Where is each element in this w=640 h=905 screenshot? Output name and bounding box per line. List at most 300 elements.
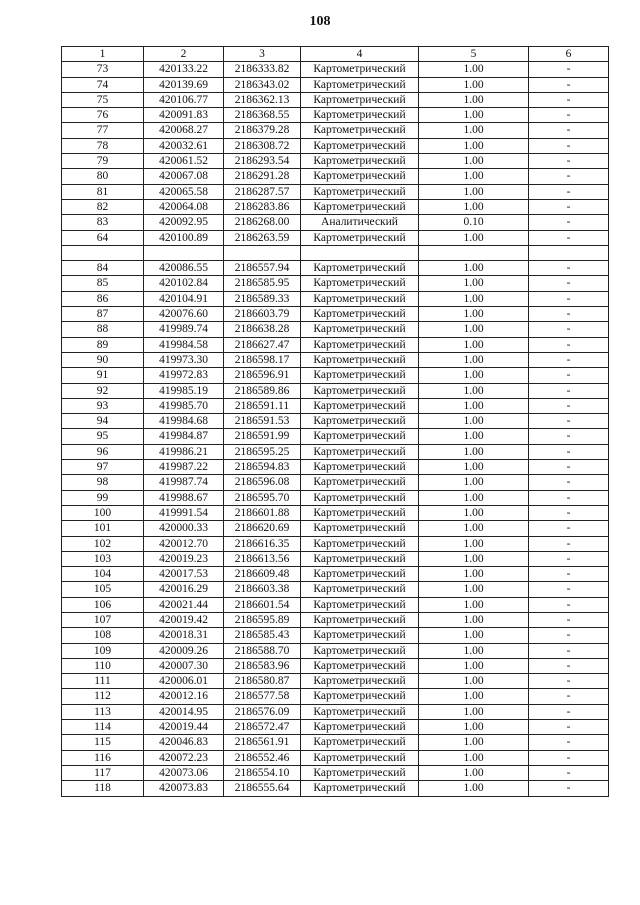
- note-cell: -: [529, 582, 609, 597]
- method-cell: Картометрический: [301, 597, 419, 612]
- method-cell: Картометрический: [301, 199, 419, 214]
- method-cell: Картометрический: [301, 230, 419, 245]
- table-row: [62, 781, 609, 796]
- note-cell: -: [529, 735, 609, 750]
- method-cell: Картометрический: [301, 92, 419, 107]
- note-cell: -: [529, 337, 609, 352]
- y-coordinate-cell: 2186595.70: [224, 490, 301, 505]
- x-coordinate-cell: 419972.83: [144, 368, 224, 383]
- y-coordinate-cell: 2186343.02: [224, 77, 301, 92]
- method-cell: Картометрический: [301, 276, 419, 291]
- note-cell: -: [529, 307, 609, 322]
- y-coordinate-cell: 2186596.91: [224, 368, 301, 383]
- point-number-cell: 97: [62, 460, 144, 475]
- accuracy-cell: 1.00: [419, 291, 529, 306]
- method-cell: Картометрический: [301, 612, 419, 627]
- y-coordinate-cell: 2186585.43: [224, 628, 301, 643]
- y-coordinate-cell: 2186603.79: [224, 307, 301, 322]
- accuracy-cell: 1.00: [419, 138, 529, 153]
- x-coordinate-cell: 419986.21: [144, 444, 224, 459]
- y-coordinate-cell: 2186598.17: [224, 352, 301, 367]
- accuracy-cell: 1.00: [419, 674, 529, 689]
- table-row: [62, 597, 609, 612]
- x-coordinate-cell: 420012.16: [144, 689, 224, 704]
- empty-cell: [144, 245, 224, 260]
- note-cell: -: [529, 674, 609, 689]
- y-coordinate-cell: 2186333.82: [224, 62, 301, 77]
- note-cell: -: [529, 322, 609, 337]
- note-cell: -: [529, 368, 609, 383]
- accuracy-cell: 1.00: [419, 735, 529, 750]
- coordinates-table: [61, 46, 609, 797]
- table-row: [62, 643, 609, 658]
- accuracy-cell: 1.00: [419, 643, 529, 658]
- y-coordinate-cell: 2186362.13: [224, 92, 301, 107]
- y-coordinate-cell: 2186609.48: [224, 567, 301, 582]
- table-row: [62, 184, 609, 199]
- accuracy-cell: 1.00: [419, 77, 529, 92]
- point-number-cell: 102: [62, 536, 144, 551]
- table-row: [62, 398, 609, 413]
- accuracy-cell: 1.00: [419, 597, 529, 612]
- x-coordinate-cell: 420012.70: [144, 536, 224, 551]
- y-coordinate-cell: 2186627.47: [224, 337, 301, 352]
- method-cell: Картометрический: [301, 62, 419, 77]
- point-number-cell: 82: [62, 199, 144, 214]
- note-cell: -: [529, 704, 609, 719]
- table-row: [62, 521, 609, 536]
- table-row: [62, 475, 609, 490]
- method-cell: Картометрический: [301, 536, 419, 551]
- accuracy-cell: 1.00: [419, 108, 529, 123]
- table-row: [62, 383, 609, 398]
- accuracy-cell: 1.00: [419, 551, 529, 566]
- point-number-cell: 90: [62, 352, 144, 367]
- point-number-cell: 99: [62, 490, 144, 505]
- x-coordinate-cell: 420007.30: [144, 658, 224, 673]
- x-coordinate-cell: 419989.74: [144, 322, 224, 337]
- accuracy-cell: 1.00: [419, 765, 529, 780]
- contour-separator-row: [62, 245, 609, 260]
- y-coordinate-cell: 2186561.91: [224, 735, 301, 750]
- table-row: [62, 154, 609, 169]
- y-coordinate-cell: 2186293.54: [224, 154, 301, 169]
- accuracy-cell: 1.00: [419, 230, 529, 245]
- point-number-cell: 74: [62, 77, 144, 92]
- y-coordinate-cell: 2186616.35: [224, 536, 301, 551]
- accuracy-cell: 1.00: [419, 490, 529, 505]
- point-number-cell: 108: [62, 628, 144, 643]
- note-cell: -: [529, 628, 609, 643]
- x-coordinate-cell: 419987.22: [144, 460, 224, 475]
- point-number-cell: 95: [62, 429, 144, 444]
- y-coordinate-cell: 2186601.54: [224, 597, 301, 612]
- point-number-cell: 93: [62, 398, 144, 413]
- method-cell: Картометрический: [301, 138, 419, 153]
- method-cell: Картометрический: [301, 368, 419, 383]
- x-coordinate-cell: 420006.01: [144, 674, 224, 689]
- note-cell: -: [529, 276, 609, 291]
- y-coordinate-cell: 2186591.11: [224, 398, 301, 413]
- x-coordinate-cell: 420019.42: [144, 612, 224, 627]
- x-coordinate-cell: 420064.08: [144, 199, 224, 214]
- point-number-cell: 114: [62, 720, 144, 735]
- method-cell: Картометрический: [301, 444, 419, 459]
- y-coordinate-cell: 2186308.72: [224, 138, 301, 153]
- y-coordinate-cell: 2186601.88: [224, 505, 301, 520]
- accuracy-cell: 1.00: [419, 307, 529, 322]
- y-coordinate-cell: 2186552.46: [224, 750, 301, 765]
- accuracy-cell: 1.00: [419, 536, 529, 551]
- note-cell: -: [529, 199, 609, 214]
- y-coordinate-cell: 2186595.25: [224, 444, 301, 459]
- accuracy-cell: 1.00: [419, 92, 529, 107]
- accuracy-cell: 0.10: [419, 215, 529, 230]
- point-number-cell: 115: [62, 735, 144, 750]
- note-cell: -: [529, 658, 609, 673]
- accuracy-cell: 1.00: [419, 750, 529, 765]
- point-number-cell: 94: [62, 414, 144, 429]
- method-cell: Картометрический: [301, 720, 419, 735]
- x-coordinate-cell: 420065.58: [144, 184, 224, 199]
- table-header-row: [62, 47, 609, 62]
- point-number-cell: 86: [62, 291, 144, 306]
- point-number-cell: 116: [62, 750, 144, 765]
- accuracy-cell: 1.00: [419, 276, 529, 291]
- accuracy-cell: 1.00: [419, 460, 529, 475]
- y-coordinate-cell: 2186287.57: [224, 184, 301, 199]
- point-number-cell: 101: [62, 521, 144, 536]
- note-cell: -: [529, 62, 609, 77]
- y-coordinate-cell: 2186594.83: [224, 460, 301, 475]
- accuracy-cell: 1.00: [419, 322, 529, 337]
- x-coordinate-cell: 419984.87: [144, 429, 224, 444]
- point-number-cell: 77: [62, 123, 144, 138]
- accuracy-cell: 1.00: [419, 352, 529, 367]
- x-coordinate-cell: 420018.31: [144, 628, 224, 643]
- note-cell: -: [529, 108, 609, 123]
- point-number-cell: 92: [62, 383, 144, 398]
- y-coordinate-cell: 2186557.94: [224, 261, 301, 276]
- method-cell: Картометрический: [301, 77, 419, 92]
- note-cell: -: [529, 460, 609, 475]
- table-row: [62, 92, 609, 107]
- y-coordinate-cell: 2186263.59: [224, 230, 301, 245]
- note-cell: -: [529, 230, 609, 245]
- table-row: [62, 720, 609, 735]
- method-cell: Картометрический: [301, 414, 419, 429]
- accuracy-cell: 1.00: [419, 383, 529, 398]
- table-row: [62, 490, 609, 505]
- accuracy-cell: 1.00: [419, 429, 529, 444]
- y-coordinate-cell: 2186555.64: [224, 781, 301, 796]
- y-coordinate-cell: 2186379.28: [224, 123, 301, 138]
- column-header-5: 5: [419, 47, 529, 62]
- x-coordinate-cell: 420032.61: [144, 138, 224, 153]
- page-number: 108: [309, 14, 331, 29]
- note-cell: -: [529, 184, 609, 199]
- table-row: [62, 735, 609, 750]
- y-coordinate-cell: 2186283.86: [224, 199, 301, 214]
- table-row: [62, 230, 609, 245]
- point-number-cell: 96: [62, 444, 144, 459]
- accuracy-cell: 1.00: [419, 567, 529, 582]
- x-coordinate-cell: 419984.68: [144, 414, 224, 429]
- accuracy-cell: 1.00: [419, 704, 529, 719]
- y-coordinate-cell: 2186585.95: [224, 276, 301, 291]
- accuracy-cell: 1.00: [419, 521, 529, 536]
- method-cell: Картометрический: [301, 658, 419, 673]
- y-coordinate-cell: 2186603.38: [224, 582, 301, 597]
- point-number-cell: 78: [62, 138, 144, 153]
- empty-cell: [529, 245, 609, 260]
- x-coordinate-cell: 420139.69: [144, 77, 224, 92]
- method-cell: Картометрический: [301, 291, 419, 306]
- method-cell: Картометрический: [301, 460, 419, 475]
- table-row: [62, 123, 609, 138]
- table-row: [62, 138, 609, 153]
- method-cell: Картометрический: [301, 475, 419, 490]
- accuracy-cell: 1.00: [419, 628, 529, 643]
- table-row: [62, 750, 609, 765]
- empty-cell: [62, 245, 144, 260]
- note-cell: -: [529, 750, 609, 765]
- x-coordinate-cell: 420016.29: [144, 582, 224, 597]
- note-cell: -: [529, 291, 609, 306]
- column-header-3: 3: [224, 47, 301, 62]
- point-number-cell: 105: [62, 582, 144, 597]
- method-cell: Картометрический: [301, 689, 419, 704]
- method-cell: Картометрический: [301, 505, 419, 520]
- method-cell: Аналитический: [301, 215, 419, 230]
- method-cell: Картометрический: [301, 704, 419, 719]
- method-cell: Картометрический: [301, 643, 419, 658]
- point-number-cell: 83: [62, 215, 144, 230]
- x-coordinate-cell: 420091.83: [144, 108, 224, 123]
- point-number-cell: 76: [62, 108, 144, 123]
- column-header-6: 6: [529, 47, 609, 62]
- method-cell: Картометрический: [301, 123, 419, 138]
- table-body: [62, 62, 609, 796]
- y-coordinate-cell: 2186613.56: [224, 551, 301, 566]
- method-cell: Картометрический: [301, 765, 419, 780]
- method-cell: Картометрический: [301, 261, 419, 276]
- table-row: [62, 765, 609, 780]
- x-coordinate-cell: 419985.70: [144, 398, 224, 413]
- x-coordinate-cell: 420061.52: [144, 154, 224, 169]
- table-row: [62, 505, 609, 520]
- point-number-cell: 109: [62, 643, 144, 658]
- point-number-cell: 64: [62, 230, 144, 245]
- accuracy-cell: 1.00: [419, 169, 529, 184]
- accuracy-cell: 1.00: [419, 612, 529, 627]
- accuracy-cell: 1.00: [419, 781, 529, 796]
- x-coordinate-cell: 420076.60: [144, 307, 224, 322]
- column-header-4: 4: [301, 47, 419, 62]
- y-coordinate-cell: 2186596.08: [224, 475, 301, 490]
- table-row: [62, 261, 609, 276]
- table-row: [62, 108, 609, 123]
- method-cell: Картометрический: [301, 322, 419, 337]
- method-cell: Картометрический: [301, 108, 419, 123]
- table-row: [62, 307, 609, 322]
- method-cell: Картометрический: [301, 383, 419, 398]
- point-number-cell: 84: [62, 261, 144, 276]
- x-coordinate-cell: 419985.19: [144, 383, 224, 398]
- x-coordinate-cell: 420072.23: [144, 750, 224, 765]
- y-coordinate-cell: 2186620.69: [224, 521, 301, 536]
- y-coordinate-cell: 2186268.00: [224, 215, 301, 230]
- x-coordinate-cell: 420100.89: [144, 230, 224, 245]
- method-cell: Картометрический: [301, 169, 419, 184]
- x-coordinate-cell: 419973.30: [144, 352, 224, 367]
- point-number-cell: 106: [62, 597, 144, 612]
- table-row: [62, 460, 609, 475]
- x-coordinate-cell: 420073.83: [144, 781, 224, 796]
- x-coordinate-cell: 420014.95: [144, 704, 224, 719]
- x-coordinate-cell: 420046.83: [144, 735, 224, 750]
- x-coordinate-cell: 420102.84: [144, 276, 224, 291]
- table-row: [62, 567, 609, 582]
- note-cell: -: [529, 261, 609, 276]
- table-row: [62, 322, 609, 337]
- note-cell: -: [529, 429, 609, 444]
- point-number-cell: 110: [62, 658, 144, 673]
- point-number-cell: 113: [62, 704, 144, 719]
- method-cell: Картометрический: [301, 521, 419, 536]
- table-row: [62, 337, 609, 352]
- x-coordinate-cell: 420021.44: [144, 597, 224, 612]
- x-coordinate-cell: 420133.22: [144, 62, 224, 77]
- x-coordinate-cell: 420068.27: [144, 123, 224, 138]
- note-cell: -: [529, 720, 609, 735]
- x-coordinate-cell: 420106.77: [144, 92, 224, 107]
- point-number-cell: 117: [62, 765, 144, 780]
- note-cell: -: [529, 475, 609, 490]
- method-cell: Картометрический: [301, 352, 419, 367]
- method-cell: Картометрический: [301, 781, 419, 796]
- column-header-1: 1: [62, 47, 144, 62]
- table-row: [62, 276, 609, 291]
- point-number-cell: 81: [62, 184, 144, 199]
- point-number-cell: 104: [62, 567, 144, 582]
- accuracy-cell: 1.00: [419, 689, 529, 704]
- accuracy-cell: 1.00: [419, 444, 529, 459]
- table-row: [62, 215, 609, 230]
- point-number-cell: 80: [62, 169, 144, 184]
- table-row: [62, 628, 609, 643]
- table-row: [62, 674, 609, 689]
- accuracy-cell: 1.00: [419, 199, 529, 214]
- point-number-cell: 112: [62, 689, 144, 704]
- x-coordinate-cell: 420104.91: [144, 291, 224, 306]
- method-cell: Картометрический: [301, 582, 419, 597]
- accuracy-cell: 1.00: [419, 154, 529, 169]
- point-number-cell: 85: [62, 276, 144, 291]
- table-row: [62, 536, 609, 551]
- empty-cell: [419, 245, 529, 260]
- x-coordinate-cell: 420086.55: [144, 261, 224, 276]
- x-coordinate-cell: 420009.26: [144, 643, 224, 658]
- y-coordinate-cell: 2186589.33: [224, 291, 301, 306]
- note-cell: -: [529, 414, 609, 429]
- note-cell: -: [529, 169, 609, 184]
- x-coordinate-cell: 420019.44: [144, 720, 224, 735]
- table-row: [62, 658, 609, 673]
- table-row: [62, 414, 609, 429]
- method-cell: Картометрический: [301, 674, 419, 689]
- note-cell: -: [529, 123, 609, 138]
- note-cell: -: [529, 597, 609, 612]
- note-cell: -: [529, 398, 609, 413]
- note-cell: -: [529, 689, 609, 704]
- note-cell: -: [529, 215, 609, 230]
- accuracy-cell: 1.00: [419, 123, 529, 138]
- y-coordinate-cell: 2186583.96: [224, 658, 301, 673]
- accuracy-cell: 1.00: [419, 62, 529, 77]
- x-coordinate-cell: 419988.67: [144, 490, 224, 505]
- note-cell: -: [529, 781, 609, 796]
- table-row: [62, 551, 609, 566]
- method-cell: Картометрический: [301, 184, 419, 199]
- x-coordinate-cell: 420073.06: [144, 765, 224, 780]
- note-cell: -: [529, 643, 609, 658]
- table-row: [62, 612, 609, 627]
- accuracy-cell: 1.00: [419, 184, 529, 199]
- table-row: [62, 704, 609, 719]
- y-coordinate-cell: 2186554.10: [224, 765, 301, 780]
- accuracy-cell: 1.00: [419, 582, 529, 597]
- point-number-cell: 79: [62, 154, 144, 169]
- point-number-cell: 75: [62, 92, 144, 107]
- y-coordinate-cell: 2186572.47: [224, 720, 301, 735]
- method-cell: Картометрический: [301, 735, 419, 750]
- y-coordinate-cell: 2186591.53: [224, 414, 301, 429]
- table-row: [62, 352, 609, 367]
- method-cell: Картометрический: [301, 567, 419, 582]
- point-number-cell: 100: [62, 505, 144, 520]
- point-number-cell: 73: [62, 62, 144, 77]
- table-row: [62, 199, 609, 214]
- y-coordinate-cell: 2186589.86: [224, 383, 301, 398]
- x-coordinate-cell: 420017.53: [144, 567, 224, 582]
- accuracy-cell: 1.00: [419, 475, 529, 490]
- table-row: [62, 77, 609, 92]
- x-coordinate-cell: 419984.58: [144, 337, 224, 352]
- y-coordinate-cell: 2186595.89: [224, 612, 301, 627]
- accuracy-cell: 1.00: [419, 261, 529, 276]
- point-number-cell: 107: [62, 612, 144, 627]
- note-cell: -: [529, 567, 609, 582]
- note-cell: -: [529, 490, 609, 505]
- table-row: [62, 444, 609, 459]
- accuracy-cell: 1.00: [419, 505, 529, 520]
- x-coordinate-cell: 420019.23: [144, 551, 224, 566]
- method-cell: Картометрический: [301, 750, 419, 765]
- empty-cell: [224, 245, 301, 260]
- note-cell: -: [529, 352, 609, 367]
- y-coordinate-cell: 2186580.87: [224, 674, 301, 689]
- point-number-cell: 87: [62, 307, 144, 322]
- table-row: [62, 429, 609, 444]
- note-cell: -: [529, 551, 609, 566]
- accuracy-cell: 1.00: [419, 658, 529, 673]
- note-cell: -: [529, 612, 609, 627]
- accuracy-cell: 1.00: [419, 398, 529, 413]
- x-coordinate-cell: 420000.33: [144, 521, 224, 536]
- table-row: [62, 582, 609, 597]
- method-cell: Картометрический: [301, 490, 419, 505]
